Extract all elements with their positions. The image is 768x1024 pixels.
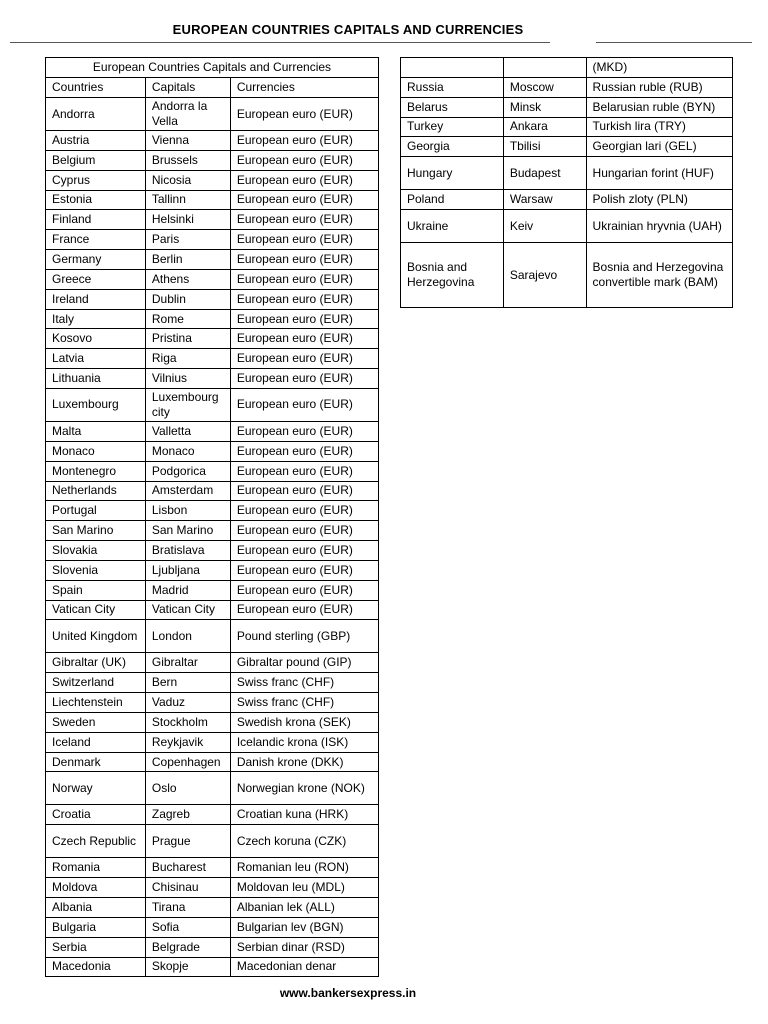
country-cell: Ireland — [46, 289, 146, 309]
currency-cell: Romanian leu (RON) — [230, 858, 378, 878]
currency-cell: Czech koruna (CZK) — [230, 825, 378, 858]
capital-cell: Sofia — [145, 917, 230, 937]
table-row — [401, 137, 733, 157]
country-cell: Andorra — [46, 98, 146, 131]
capital-cell: Tbilisi — [503, 137, 586, 157]
capital-cell: Skopje — [145, 957, 230, 977]
capital-cell: Nicosia — [145, 170, 230, 190]
table-row — [46, 349, 379, 369]
capital-cell: Ankara — [503, 117, 586, 137]
header-rule-left — [10, 42, 550, 43]
table-row — [46, 289, 379, 309]
country-cell: Lithuania — [46, 369, 146, 389]
capital-cell: London — [145, 620, 230, 653]
currency-cell: European euro (EUR) — [230, 388, 378, 421]
currency-cell: Swiss franc (CHF) — [230, 673, 378, 693]
table-caption: European Countries Capitals and Currencies — [46, 58, 379, 78]
capital-cell: Andorra la Vella — [145, 98, 230, 131]
left-table-body — [46, 98, 379, 977]
capital-cell: Vienna — [145, 131, 230, 151]
table-row — [401, 157, 733, 190]
column-header-currencies: Currencies — [230, 78, 378, 98]
capital-cell: Vatican City — [145, 600, 230, 620]
country-cell: Austria — [46, 131, 146, 151]
column-header-countries: Countries — [46, 78, 146, 98]
currency-cell: Polish zloty (PLN) — [586, 190, 732, 210]
country-cell: Bulgaria — [46, 917, 146, 937]
country-cell: Netherlands — [46, 481, 146, 501]
table-row — [46, 653, 379, 673]
capital-cell: Amsterdam — [145, 481, 230, 501]
table-row — [46, 131, 379, 151]
country-cell: Belgium — [46, 150, 146, 170]
table-row — [401, 117, 733, 137]
country-cell: Poland — [401, 190, 504, 210]
table-row — [401, 97, 733, 117]
table-row — [46, 309, 379, 329]
currency-cell: Bulgarian lev (BGN) — [230, 917, 378, 937]
capital-cell: Tirana — [145, 898, 230, 918]
capital-cell: Dublin — [145, 289, 230, 309]
table-row — [46, 269, 379, 289]
table-row — [46, 190, 379, 210]
capital-cell: Podgorica — [145, 461, 230, 481]
country-cell: Finland — [46, 210, 146, 230]
currency-cell: Icelandic krona (ISK) — [230, 732, 378, 752]
country-cell: Iceland — [46, 732, 146, 752]
capital-cell: Lisbon — [145, 501, 230, 521]
table-row — [401, 58, 733, 78]
capital-cell: Sarajevo — [503, 243, 586, 308]
currency-cell: Gibraltar pound (GIP) — [230, 653, 378, 673]
table-row — [401, 77, 733, 97]
country-cell: Turkey — [401, 117, 504, 137]
capital-cell: Valletta — [145, 421, 230, 441]
currency-cell: European euro (EUR) — [230, 289, 378, 309]
country-cell: Bosnia and Herzegovina — [401, 243, 504, 308]
country-cell: Hungary — [401, 157, 504, 190]
capital-cell: Paris — [145, 230, 230, 250]
country-cell: Belarus — [401, 97, 504, 117]
currency-cell: European euro (EUR) — [230, 98, 378, 131]
capital-cell — [503, 58, 586, 78]
country-cell: Vatican City — [46, 600, 146, 620]
capital-cell: Rome — [145, 309, 230, 329]
table-row — [46, 752, 379, 772]
country-cell: Georgia — [401, 137, 504, 157]
capital-cell: Luxembourg city — [145, 388, 230, 421]
capital-cell: Madrid — [145, 580, 230, 600]
table-row — [46, 150, 379, 170]
capital-cell: Belgrade — [145, 937, 230, 957]
country-cell: Czech Republic — [46, 825, 146, 858]
table-row — [46, 673, 379, 693]
currency-cell: European euro (EUR) — [230, 329, 378, 349]
table-row — [46, 521, 379, 541]
table-row — [46, 957, 379, 977]
currency-cell: European euro (EUR) — [230, 269, 378, 289]
capital-cell: Stockholm — [145, 712, 230, 732]
capital-cell: Bucharest — [145, 858, 230, 878]
currency-cell: European euro (EUR) — [230, 600, 378, 620]
currency-cell: European euro (EUR) — [230, 190, 378, 210]
table-row — [46, 937, 379, 957]
table-row — [46, 461, 379, 481]
currency-cell: Swedish krona (SEK) — [230, 712, 378, 732]
capital-cell: Chisinau — [145, 878, 230, 898]
country-cell: Liechtenstein — [46, 693, 146, 713]
capital-cell: Keiv — [503, 210, 586, 243]
table-row — [46, 805, 379, 825]
capital-cell: Vaduz — [145, 693, 230, 713]
capital-cell: Pristina — [145, 329, 230, 349]
currency-cell: Georgian lari (GEL) — [586, 137, 732, 157]
capital-cell: Zagreb — [145, 805, 230, 825]
table-row — [46, 772, 379, 805]
country-cell: Moldova — [46, 878, 146, 898]
capital-cell: Moscow — [503, 77, 586, 97]
capital-cell: Reykjavik — [145, 732, 230, 752]
country-cell: United Kingdom — [46, 620, 146, 653]
table-row — [46, 898, 379, 918]
capital-cell: Athens — [145, 269, 230, 289]
currency-cell: European euro (EUR) — [230, 250, 378, 270]
currency-cell: European euro (EUR) — [230, 230, 378, 250]
table-row — [46, 620, 379, 653]
table-row — [46, 210, 379, 230]
currency-cell: European euro (EUR) — [230, 309, 378, 329]
currency-cell: Serbian dinar (RSD) — [230, 937, 378, 957]
country-cell: Spain — [46, 580, 146, 600]
capital-cell: San Marino — [145, 521, 230, 541]
currency-cell: European euro (EUR) — [230, 210, 378, 230]
currency-cell: Croatian kuna (HRK) — [230, 805, 378, 825]
country-cell: Romania — [46, 858, 146, 878]
currency-cell: European euro (EUR) — [230, 349, 378, 369]
country-cell: Switzerland — [46, 673, 146, 693]
table-row — [46, 541, 379, 561]
country-cell: Monaco — [46, 441, 146, 461]
table-row — [46, 230, 379, 250]
table-row — [46, 732, 379, 752]
country-cell: San Marino — [46, 521, 146, 541]
currency-cell: European euro (EUR) — [230, 461, 378, 481]
currency-cell: European euro (EUR) — [230, 131, 378, 151]
currency-cell: Belarusian ruble (BYN) — [586, 97, 732, 117]
country-cell: Serbia — [46, 937, 146, 957]
country-cell: Denmark — [46, 752, 146, 772]
currency-cell: Russian ruble (RUB) — [586, 77, 732, 97]
country-cell: Latvia — [46, 349, 146, 369]
countries-table-right — [400, 57, 733, 308]
currency-cell: European euro (EUR) — [230, 150, 378, 170]
table-row — [401, 190, 733, 210]
table-row — [46, 600, 379, 620]
capital-cell: Prague — [145, 825, 230, 858]
country-cell: Kosovo — [46, 329, 146, 349]
currency-cell: European euro (EUR) — [230, 421, 378, 441]
table-row — [46, 250, 379, 270]
country-cell: Gibraltar (UK) — [46, 653, 146, 673]
capital-cell: Tallinn — [145, 190, 230, 210]
country-cell: Luxembourg — [46, 388, 146, 421]
currency-cell: Albanian lek (ALL) — [230, 898, 378, 918]
currency-cell: Moldovan leu (MDL) — [230, 878, 378, 898]
currency-cell: Bosnia and Herzegovina convertible mark (BAM) — [586, 243, 732, 308]
currency-cell: Swiss franc (CHF) — [230, 693, 378, 713]
currency-cell: European euro (EUR) — [230, 521, 378, 541]
table-row — [401, 243, 733, 308]
table-row — [46, 917, 379, 937]
capital-cell: Oslo — [145, 772, 230, 805]
country-cell: Sweden — [46, 712, 146, 732]
table-row — [401, 210, 733, 243]
capital-cell: Bratislava — [145, 541, 230, 561]
capital-cell: Budapest — [503, 157, 586, 190]
country-cell: Albania — [46, 898, 146, 918]
table-row — [46, 825, 379, 858]
countries-table-left — [45, 57, 379, 977]
country-cell: Cyprus — [46, 170, 146, 190]
country-cell: Portugal — [46, 501, 146, 521]
currency-cell: Turkish lira (TRY) — [586, 117, 732, 137]
capital-cell: Brussels — [145, 150, 230, 170]
table-row — [46, 388, 379, 421]
country-cell: Malta — [46, 421, 146, 441]
currency-cell: Danish krone (DKK) — [230, 752, 378, 772]
table-row — [46, 501, 379, 521]
page-title: EUROPEAN COUNTRIES CAPITALS AND CURRENCIES — [172, 22, 524, 37]
currency-cell: European euro (EUR) — [230, 541, 378, 561]
table-row — [46, 98, 379, 131]
country-cell: Estonia — [46, 190, 146, 210]
currency-cell: European euro (EUR) — [230, 560, 378, 580]
table-row — [46, 170, 379, 190]
currency-cell: European euro (EUR) — [230, 501, 378, 521]
capital-cell: Minsk — [503, 97, 586, 117]
country-cell: Slovakia — [46, 541, 146, 561]
capital-cell: Gibraltar — [145, 653, 230, 673]
country-cell: Croatia — [46, 805, 146, 825]
table-row — [46, 693, 379, 713]
country-cell: Germany — [46, 250, 146, 270]
table-row — [46, 560, 379, 580]
capital-cell: Berlin — [145, 250, 230, 270]
capital-cell: Bern — [145, 673, 230, 693]
header-rule-right — [596, 42, 752, 43]
table-row — [46, 580, 379, 600]
currency-cell: European euro (EUR) — [230, 481, 378, 501]
table-row — [46, 441, 379, 461]
currency-cell: European euro (EUR) — [230, 441, 378, 461]
currency-cell: Hungarian forint (HUF) — [586, 157, 732, 190]
country-cell: Macedonia — [46, 957, 146, 977]
country-cell: Norway — [46, 772, 146, 805]
capital-cell: Warsaw — [503, 190, 586, 210]
capital-cell: Riga — [145, 349, 230, 369]
country-cell: Italy — [46, 309, 146, 329]
currency-cell: European euro (EUR) — [230, 170, 378, 190]
column-header-capitals: Capitals — [145, 78, 230, 98]
right-table-body — [401, 58, 733, 308]
country-cell: Montenegro — [46, 461, 146, 481]
country-cell: Russia — [401, 77, 504, 97]
country-cell: Greece — [46, 269, 146, 289]
country-cell — [401, 58, 504, 78]
table-row — [46, 421, 379, 441]
capital-cell: Copenhagen — [145, 752, 230, 772]
capital-cell: Helsinki — [145, 210, 230, 230]
capital-cell: Monaco — [145, 441, 230, 461]
country-cell: France — [46, 230, 146, 250]
currency-cell: (MKD) — [586, 58, 732, 78]
table-row — [46, 858, 379, 878]
currency-cell: Pound sterling (GBP) — [230, 620, 378, 653]
currency-cell: European euro (EUR) — [230, 580, 378, 600]
capital-cell: Vilnius — [145, 369, 230, 389]
currency-cell: European euro (EUR) — [230, 369, 378, 389]
country-cell: Ukraine — [401, 210, 504, 243]
country-cell: Slovenia — [46, 560, 146, 580]
footer-url: www.bankersexpress.in — [279, 986, 417, 1000]
currency-cell: Norwegian krone (NOK) — [230, 772, 378, 805]
table-row — [46, 329, 379, 349]
table-row — [46, 712, 379, 732]
table-row — [46, 878, 379, 898]
currency-cell: Ukrainian hryvnia (UAH) — [586, 210, 732, 243]
currency-cell: Macedonian denar — [230, 957, 378, 977]
capital-cell: Ljubljana — [145, 560, 230, 580]
table-row — [46, 369, 379, 389]
table-row — [46, 481, 379, 501]
